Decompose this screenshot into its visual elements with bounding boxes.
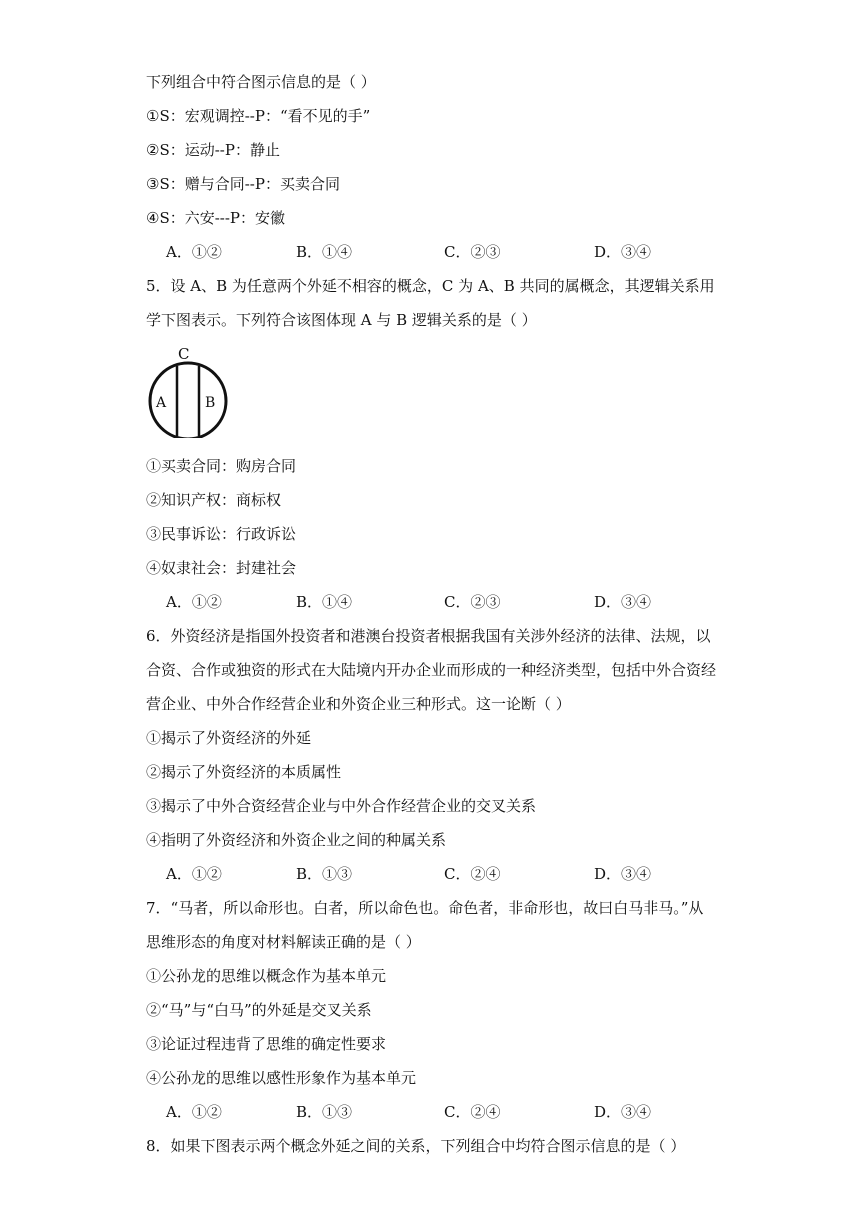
q7-options [146,1102,706,1122]
q7-item-1: ①公孙龙的思维以概念作为基本单元 [146,967,387,985]
q6-stem-line-1: 6．外资经济是指国外投资者和港澳台投资者根据我国有关涉外经济的法律、法规，以 [146,627,711,645]
diagram-label-b: B [205,395,216,411]
q5-circle-diagram [146,342,234,438]
q6-option-a[interactable]: A．①② [166,865,222,883]
q4-option-b[interactable]: B．①④ [296,243,353,261]
q5-stem-line-1: 5．设 A、B 为任意两个外延不相容的概念，C 为 A、B 共同的属概念，其逻辑关系用 [146,277,715,295]
q7-item-3: ③论证过程违背了思维的确定性要求 [146,1035,387,1053]
q7-option-b[interactable]: B．①③ [296,1103,353,1121]
q4-option-a[interactable]: A．①② [166,243,222,261]
q4-item-2: ②S：运动--P：静止 [146,141,280,159]
q6-item-2: ②揭示了外资经济的本质属性 [146,763,342,781]
q7-stem-line-2: 思维形态的角度对材料解读正确的是（ ） [146,933,421,951]
q6-item-4: ④指明了外资经济和外资企业之间的种属关系 [146,831,447,849]
q5-item-3: ③民事诉讼：行政诉讼 [146,525,297,543]
q5-options [146,592,706,612]
q4-stem: 下列组合中符合图示信息的是（ ） [146,73,376,91]
q5-item-1: ①买卖合同：购房合同 [146,457,297,475]
q7-item-2: ②“马”与“白马”的外延是交叉关系 [146,1001,372,1019]
q4-item-4: ④S：六安---P：安徽 [146,209,286,227]
q6-stem-line-2: 合资、合作或独资的形式在大陆境内开办企业而形成的一种经济类型，包括中外合资经 [146,661,717,679]
q8-stem-line-1: 8．如果下图表示两个概念外延之间的关系，下列组合中均符合图示信息的是（ ） [146,1137,686,1155]
q6-option-c[interactable]: C．②④ [444,865,501,883]
q5-option-b[interactable]: B．①④ [296,593,353,611]
diagram-label-c: C [178,345,190,363]
q4-option-c[interactable]: C．②③ [444,243,501,261]
q6-stem-line-3: 营企业、中外合作经营企业和外资企业三种形式。这一论断（ ） [146,695,571,713]
q6-item-1: ①揭示了外资经济的外延 [146,729,312,747]
q4-option-d[interactable]: D．③④ [594,243,652,261]
q4-item-3: ③S：赠与合同--P：买卖合同 [146,175,340,193]
q6-option-d[interactable]: D．③④ [594,865,652,883]
q5-stem-line-2: 学下图表示。下列符合该图体现 A 与 B 逻辑关系的是（ ） [146,311,537,329]
q5-option-c[interactable]: C．②③ [444,593,501,611]
q5-option-d[interactable]: D．③④ [594,593,652,611]
q6-option-b[interactable]: B．①③ [296,865,353,883]
q7-option-c[interactable]: C．②④ [444,1103,501,1121]
q7-stem-line-1: 7．“马者，所以命形也。白者，所以命色也。命色者，非命形也，故曰白马非马。”从 [146,899,704,917]
q4-item-1: ①S：宏观调控--P：“看不见的手” [146,107,371,125]
q7-item-4: ④公孙龙的思维以感性形象作为基本单元 [146,1069,417,1087]
q7-option-a[interactable]: A．①② [166,1103,222,1121]
q5-item-2: ②知识产权：商标权 [146,491,282,509]
q4-options [146,242,706,262]
q6-item-3: ③揭示了中外合资经营企业与中外合作经营企业的交叉关系 [146,797,537,815]
diagram-label-a: A [156,395,167,411]
q5-option-a[interactable]: A．①② [166,593,222,611]
q6-options [146,864,706,884]
q5-item-4: ④奴隶社会：封建社会 [146,559,297,577]
q7-option-d[interactable]: D．③④ [594,1103,652,1121]
